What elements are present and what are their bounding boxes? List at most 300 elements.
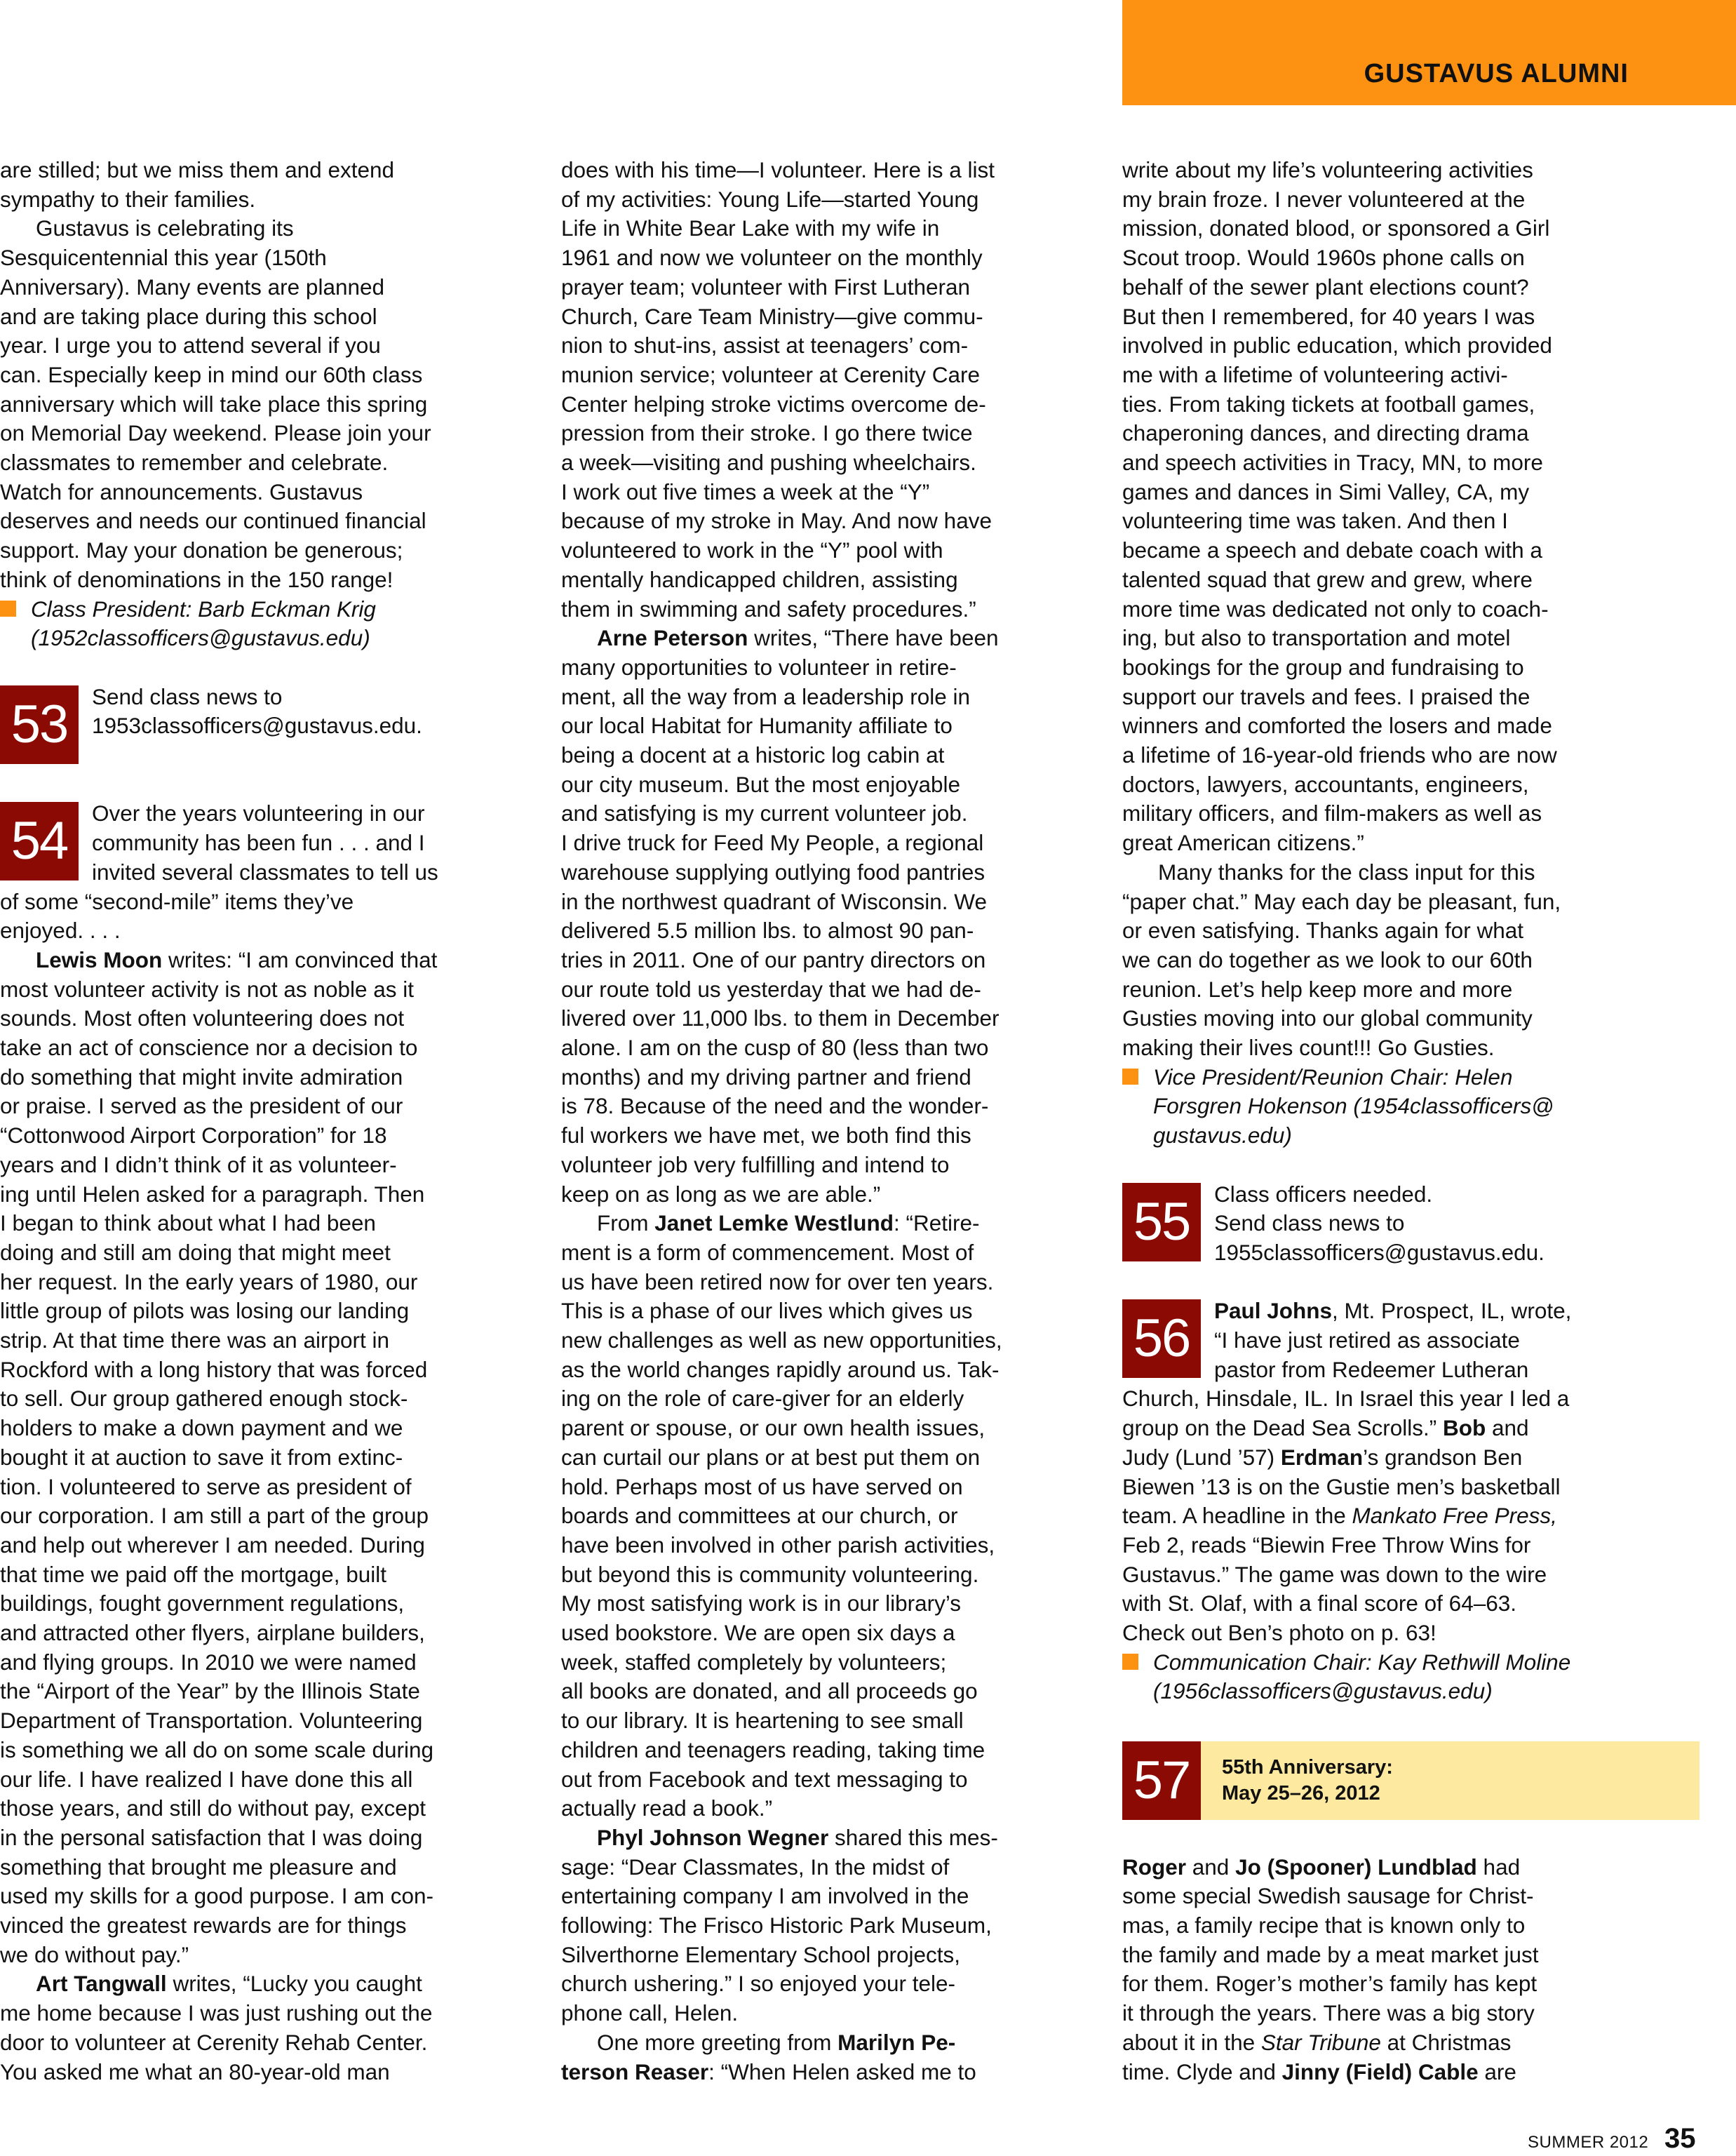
text-line [561,156,995,185]
text-line [561,711,953,741]
text-segment: But then I remembered, for 40 years I was [1122,303,1535,329]
text-line [1214,1355,1528,1385]
text-line [561,1151,949,1180]
italic-text: (1952classofficers@gustavus.edu) [31,625,370,651]
text-line [0,1882,433,1911]
text-line [1122,711,1552,741]
text-line [92,711,422,741]
text-line [1122,946,1533,975]
text-line [1122,1531,1530,1560]
text-segment: ing until Helen asked for a paragraph. Then [0,1181,425,1207]
italic-text: Class President: Barb Eckman Krig [31,596,376,622]
text-segment: our city museum. But the most enjoyable [561,771,961,797]
officer-credit-line [1122,1121,1292,1151]
text-line [561,273,970,302]
text-line [1122,916,1523,946]
text-segment: our life. I have realized I have done this all [0,1766,413,1792]
text-segment: can. Especially keep in mind our 60th class [0,361,423,387]
text-segment: are stilled; but we miss them and extend [0,157,395,182]
text-segment: and speech activities in Tracy, MN, to more [1122,450,1543,475]
text-segment: deserves and needs our continued financial [0,508,426,534]
class-year-badge: 56 [1122,1299,1201,1378]
text-segment: think of denominations in the 150 range! [0,566,393,592]
text-line [561,1004,999,1033]
text-line [0,185,255,215]
text-segment: about it in the [1122,2029,1261,2055]
column-2 [561,0,1101,2156]
text-segment: holders to make a down payment and we [0,1415,403,1441]
text-segment: I work out five times a week at the “Y” [561,478,930,504]
text-segment: vinced the greatest rewards are for things [0,1913,407,1938]
text-line [561,507,992,536]
text-segment: take an act of conscience nor a decision to [0,1035,418,1060]
text-segment: Watch for announcements. Gustavus [0,478,363,504]
text-segment: and help out wherever I am needed. During [0,1532,425,1558]
text-line [561,1648,946,1678]
text-line [1214,1297,1571,1326]
text-line [561,1882,969,1911]
text-line [0,273,384,302]
officer-credit-line [1122,1092,1554,1121]
person-name: Roger [1122,1854,1187,1880]
text-line [1122,595,1549,624]
text-line [1122,448,1543,478]
class-year-badge: 53 [0,685,79,764]
text-segment: winners and comforted the losers and made [1122,713,1552,739]
text-line [0,390,427,420]
text-line [1122,273,1529,302]
text-segment: entertaining company I am involved in the [561,1883,969,1909]
text-segment: community has been fun . . . and I [92,830,425,856]
text-segment: and [1186,1854,1236,1880]
text-segment: shared this mes- [828,1824,998,1850]
text-segment: but beyond this is community volunteering. [561,1561,979,1587]
text-segment: year. I urge you to attend several if you [0,333,381,359]
text-segment: volunteering time was taken. And then I [1122,508,1508,534]
text-line [561,858,985,888]
officer-credit-line [1122,1677,1493,1706]
text-line [0,1004,404,1033]
text-line [0,1794,426,1823]
text-line [1122,214,1549,243]
text-segment: all books are donated, and all proceeds go [561,1678,978,1704]
text-line [561,1443,980,1473]
text-line [0,1969,422,1999]
person-name: Janet Lemke Westlund [654,1210,894,1236]
text-line [561,390,986,420]
italic-text: gustavus.edu) [1153,1123,1292,1149]
text-segment: Life in White Bear Lake with my wife in [561,215,940,241]
text-line [561,1999,738,2028]
text-segment: “paper chat.” May each day be pleasant, fun, [1122,888,1561,914]
text-line [561,1180,880,1210]
text-segment: some special Swedish sausage for Christ- [1122,1883,1534,1909]
text-segment: door to volunteer at Cerenity Rehab Center. [0,2029,428,2055]
text-line [561,1033,988,1063]
text-line [1122,2058,1516,2087]
text-segment: does with his time—I volunteer. Here is a list [561,157,995,182]
text-segment: at Christmas [1380,2029,1512,2055]
person-name: Paul Johns [1214,1298,1333,1324]
text-segment: pastor from Redeemer Lutheran [1214,1356,1529,1382]
text-segment: military officers, and film-makers as well as [1122,801,1542,826]
text-line [1122,361,1508,390]
text-line [561,653,957,683]
text-line [1214,1238,1545,1268]
text-line [0,1473,412,1502]
text-line [0,1443,403,1473]
text-segment: support. May your donation be generous; [0,537,403,563]
column-3 [1122,0,1662,2156]
text-line [0,916,121,946]
person-name: Phyl Johnson Wegner [597,1824,829,1850]
text-segment: and satisfying is my current volunteer job. [561,801,968,826]
text-line [561,741,944,770]
text-line [1122,243,1525,273]
text-line [561,243,983,273]
orange-square-bullet-icon [1122,1654,1138,1670]
text-segment: doing and still am doing that might meet [0,1239,391,1265]
person-name: Jo (Spooner) Lundblad [1235,1854,1477,1880]
text-line [0,507,426,536]
text-line [1122,829,1364,858]
text-line [0,1589,404,1619]
italic-text: Mankato Free Press, [1352,1503,1557,1529]
text-segment: chaperoning dances, and directing drama [1122,420,1529,446]
text-segment: behalf of the sewer plant elections count? [1122,274,1529,300]
text-segment: strip. At that time there was an airport in [0,1327,390,1353]
text-line [0,1999,432,2028]
text-segment: , Mt. Prospect, IL, wrote, [1332,1298,1572,1324]
text-segment: : “Retire- [894,1210,980,1236]
text-line [561,1589,961,1619]
text-segment: hold. Perhaps most of us have served on [561,1473,963,1499]
text-segment: volunteer job very fulfilling and intend to [561,1151,950,1177]
text-line [0,1297,409,1326]
text-line [561,302,983,332]
text-segment: phone call, Helen. [561,2000,739,2026]
text-segment: of some “second-mile” items they’ve [0,888,354,914]
text-line [1122,1941,1539,1970]
text-line [1122,331,1552,361]
text-line [0,1531,425,1560]
text-segment: write about my life’s volunteering activities [1122,157,1533,182]
text-line [561,448,976,478]
text-segment: the family and made by a meat market just [1122,1941,1539,1967]
text-segment: we do without pay.” [0,1941,189,1967]
text-line [1214,1326,1520,1355]
text-line [0,565,393,595]
person-name: terson Reaser [561,2058,709,2084]
text-segment: used bookstore. We are open six days a [561,1620,955,1645]
text-line [0,1384,408,1414]
text-line [1122,741,1557,770]
text-line [561,1677,978,1706]
text-segment: livered over 11,000 lbs. to them in December [561,1005,1000,1031]
text-segment: talented squad that grew and grew, where [1122,566,1533,592]
text-line [1122,1414,1529,1443]
text-line [561,1473,963,1502]
text-segment: ing, but also to transportation and motel [1122,625,1511,651]
text-segment: used my skills for a good purpose. I am con- [0,1883,434,1909]
text-line [1122,536,1542,565]
text-segment: ties. From taking tickets at football games, [1122,391,1535,417]
text-line [561,1501,958,1531]
text-segment: to our library. It is heartening to see small [561,1708,964,1734]
text-segment: writes, “There have been [748,625,999,651]
text-segment: Biewen ’13 is on the Gustie men’s basketball [1122,1473,1561,1499]
text-segment: years and I didn’t think of it as volunteer- [0,1151,397,1177]
text-segment: Feb 2, reads “Biewin Free Throw Wins for [1122,1532,1531,1558]
text-segment: Judy (Lund ’57) [1122,1444,1281,1470]
text-line [0,1941,189,1970]
person-name: Bob [1443,1415,1486,1441]
text-segment: group on the Dead Sea Scrolls.” [1122,1415,1444,1441]
text-segment: enjoyed. . . . [0,918,121,944]
text-segment: team. A headline in the [1122,1503,1352,1529]
text-segment: Center helping stroke victims overcome de- [561,391,986,417]
text-line [0,1121,387,1151]
text-segment: munion service; volunteer at Cerenity Care [561,361,981,387]
text-segment: prayer team; volunteer with First Lutheran [561,274,971,300]
person-name: Jinny (Field) Cable [1281,2058,1479,2084]
text-line [0,1063,403,1092]
text-line [561,1736,985,1765]
text-line [561,1121,971,1151]
text-segment: sympathy to their families. [0,186,256,212]
text-segment: tion. I volunteered to serve as president of [0,1473,412,1499]
text-segment: Gustavus.” The game was down to the wire [1122,1561,1547,1587]
text-line [1122,770,1529,800]
class-year-badge: 57 [1122,1741,1201,1820]
text-line [561,419,973,448]
class-year-badge: 55 [1122,1183,1201,1261]
text-line [1122,1911,1525,1941]
text-line [561,214,939,243]
text-segment: doctors, lawyers, accountants, engineers, [1122,771,1529,797]
text-line [561,1414,985,1443]
text-segment: ing on the role of care-giver for an elderly [561,1386,964,1412]
text-line [0,214,294,243]
text-segment: bookings for the group and fundraising to [1122,654,1524,680]
text-segment: for them. Roger’s mother’s family has kept [1122,1971,1537,1997]
text-segment: My most satisfying work is in our library’s [561,1591,962,1616]
text-line [1122,1589,1516,1619]
text-segment: delivered 5.5 million lbs. to almost 90 pan- [561,918,974,944]
anniversary-title: 55th Anniversary: [1222,1756,1393,1779]
text-segment: Silverthorne Elementary School projects, [561,1941,961,1967]
text-segment: I drive truck for Feed My People, a regional [561,830,984,856]
text-line [1122,1033,1494,1063]
text-segment: boards and committees at our church, or [561,1503,958,1529]
text-line [561,2028,955,2058]
text-line [0,1268,417,1297]
text-segment: our route told us yesterday that we had de- [561,976,981,1002]
text-line [561,1911,992,1941]
orange-square-bullet-icon [0,601,16,617]
text-segment: involved in public education, which provided [1122,333,1552,359]
officer-credit-line [0,595,376,624]
text-segment: Gusties moving into our global community [1122,1005,1533,1031]
text-line [561,1619,955,1648]
text-segment: that time we paid off the mortgage, built [0,1561,386,1587]
text-segment: classmates to remember and celebrate. [0,450,389,475]
section-title: GUSTAVUS ALUMNI [1364,59,1629,88]
text-segment: pression from their stroke. I go there twice [561,420,973,446]
text-segment: to sell. Our group gathered enough stock- [0,1386,408,1412]
text-segment: is something we all do on some scale during [0,1736,434,1762]
text-segment: One more greeting from [597,2029,838,2055]
text-segment: Check out Ben’s photo on p. 63! [1122,1620,1436,1645]
text-segment: me with a lifetime of volunteering activi- [1122,361,1508,387]
text-line [0,1326,389,1355]
text-line [0,478,363,507]
text-line [1214,1209,1404,1238]
text-segment: a lifetime of 16-year-old friends who are now [1122,742,1557,768]
text-line [561,1531,995,1560]
text-segment: Church, Care Team Ministry—give commu- [561,303,983,329]
text-line [561,595,976,624]
class-year-badge: 54 [0,802,79,881]
text-segment: ment is a form of commencement. Most of [561,1239,974,1265]
text-segment: bought it at auction to save it from extinc- [0,1444,403,1470]
text-line [0,156,394,185]
text-segment: 1953classofficers@gustavus.edu. [92,713,422,739]
text-line [0,1677,420,1706]
text-segment: ’s grandson Ben [1363,1444,1523,1470]
text-segment: Class officers needed. [1214,1181,1433,1207]
text-line [0,1560,386,1590]
text-line [92,829,425,858]
text-line [561,1706,964,1736]
text-line [561,946,985,975]
text-line [1122,185,1525,215]
text-line [561,1268,993,1297]
text-segment: time. Clyde and [1122,2058,1282,2084]
anniversary-banner [1201,1741,1700,1820]
text-segment: You asked me what an 80-year-old man [0,2058,390,2084]
text-segment: we can do together as we look to our 60th [1122,946,1533,972]
text-segment: her request. In the early years of 1980, our [0,1268,418,1294]
text-line [1122,2028,1511,2058]
text-segment: 1955classofficers@gustavus.edu. [1214,1239,1545,1265]
text-segment: something that brought me pleasure and [0,1854,397,1880]
text-segment: or even satisfying. Thanks again for what [1122,918,1523,944]
text-segment: anniversary which will take place this spring [0,391,428,417]
page-number: 35 [1664,2123,1696,2154]
text-line [1122,888,1561,917]
italic-text: Vice President/Reunion Chair: Helen [1153,1064,1513,1090]
text-line [1122,419,1529,448]
text-segment: mentally handicapped children, assisting [561,566,958,592]
text-line [1122,1384,1569,1414]
text-segment: Over the years volunteering in our [92,801,425,826]
text-segment: Rockford with a long history that was forced [0,1356,428,1382]
text-segment: buildings, fought government regulations, [0,1591,405,1616]
text-segment: on Memorial Day weekend. Please join your [0,420,431,446]
text-line [561,536,943,565]
text-segment: little group of pilots was losing our landing [0,1298,410,1324]
italic-text: (1956classofficers@gustavus.edu) [1153,1678,1493,1704]
text-line [561,1853,949,1882]
text-line [561,1209,980,1238]
text-line [561,1941,960,1970]
text-line [1122,565,1533,595]
text-line [1122,1999,1535,2028]
person-name: Erdman [1280,1444,1364,1470]
text-line [1122,1473,1561,1502]
text-line [92,858,438,888]
text-line [0,1501,429,1531]
text-line [0,1092,403,1121]
text-segment: nion to shut-ins, assist at teenagers’ com- [561,333,969,359]
text-line [561,1063,971,1092]
text-segment: This is a phase of our lives which gives us [561,1298,973,1324]
text-line [0,1823,422,1853]
italic-text: Forsgren Hokenson (1954classofficers@ [1153,1093,1554,1119]
text-segment: and are taking place during this school [0,303,377,329]
text-line [561,1297,973,1326]
text-line [1122,1969,1537,1999]
text-line [0,1180,424,1210]
text-line [0,1706,422,1736]
text-line [0,419,431,448]
text-line [561,1794,772,1823]
text-segment: week, staffed completely by volunteers; [561,1649,947,1675]
anniversary-dates: May 25–26, 2012 [1222,1782,1380,1805]
text-line [1122,1004,1533,1033]
text-segment: “Cottonwood Airport Corporation” for 18 [0,1123,387,1149]
text-segment: me home because I was just rushing out the [0,2000,433,2026]
text-segment: Many thanks for the class input for this [1158,859,1535,885]
text-segment: as the world changes rapidly around us. Tak- [561,1356,1000,1382]
text-line [1122,683,1530,712]
text-segment: Gustavus is celebrating its [36,215,294,241]
text-line [561,799,968,829]
text-line [92,799,425,829]
text-segment: Department of Transportation. Volunteering [0,1708,423,1734]
text-line [1122,1619,1436,1648]
text-segment: warehouse supplying outlying food pantries [561,859,985,885]
person-name: Art Tangwall [36,1971,167,1997]
text-segment: mas, a family recipe that is known only to [1122,1913,1526,1938]
text-line [0,1619,425,1648]
text-segment: following: The Frisco Historic Park Museum, [561,1913,992,1938]
text-line [0,1736,433,1765]
text-line [561,770,960,800]
text-line [561,565,958,595]
column-1 [0,0,540,2156]
text-line [0,1765,412,1795]
text-segment: : “When Helen asked me to [708,2058,976,2084]
text-line [561,478,929,507]
text-segment: a week—visiting and pushing wheelchairs. [561,450,976,475]
text-line [0,1648,417,1678]
text-segment: had [1476,1854,1521,1880]
text-segment: 1961 and now we volunteer on the monthly [561,245,983,271]
text-segment: do something that might invite admiration [0,1064,403,1090]
text-segment: Church, Hinsdale, IL. In Israel this year I led a [1122,1386,1570,1412]
text-line [1122,1882,1534,1911]
text-line [1122,653,1524,683]
person-name: Lewis Moon [36,946,163,972]
text-line [0,888,354,917]
text-segment: alone. I am on the cusp of 80 (less than two [561,1035,989,1060]
text-segment: From [597,1210,655,1236]
text-line [1122,624,1510,653]
text-line [1214,1180,1432,1210]
text-segment: great American citizens.” [1122,830,1364,856]
